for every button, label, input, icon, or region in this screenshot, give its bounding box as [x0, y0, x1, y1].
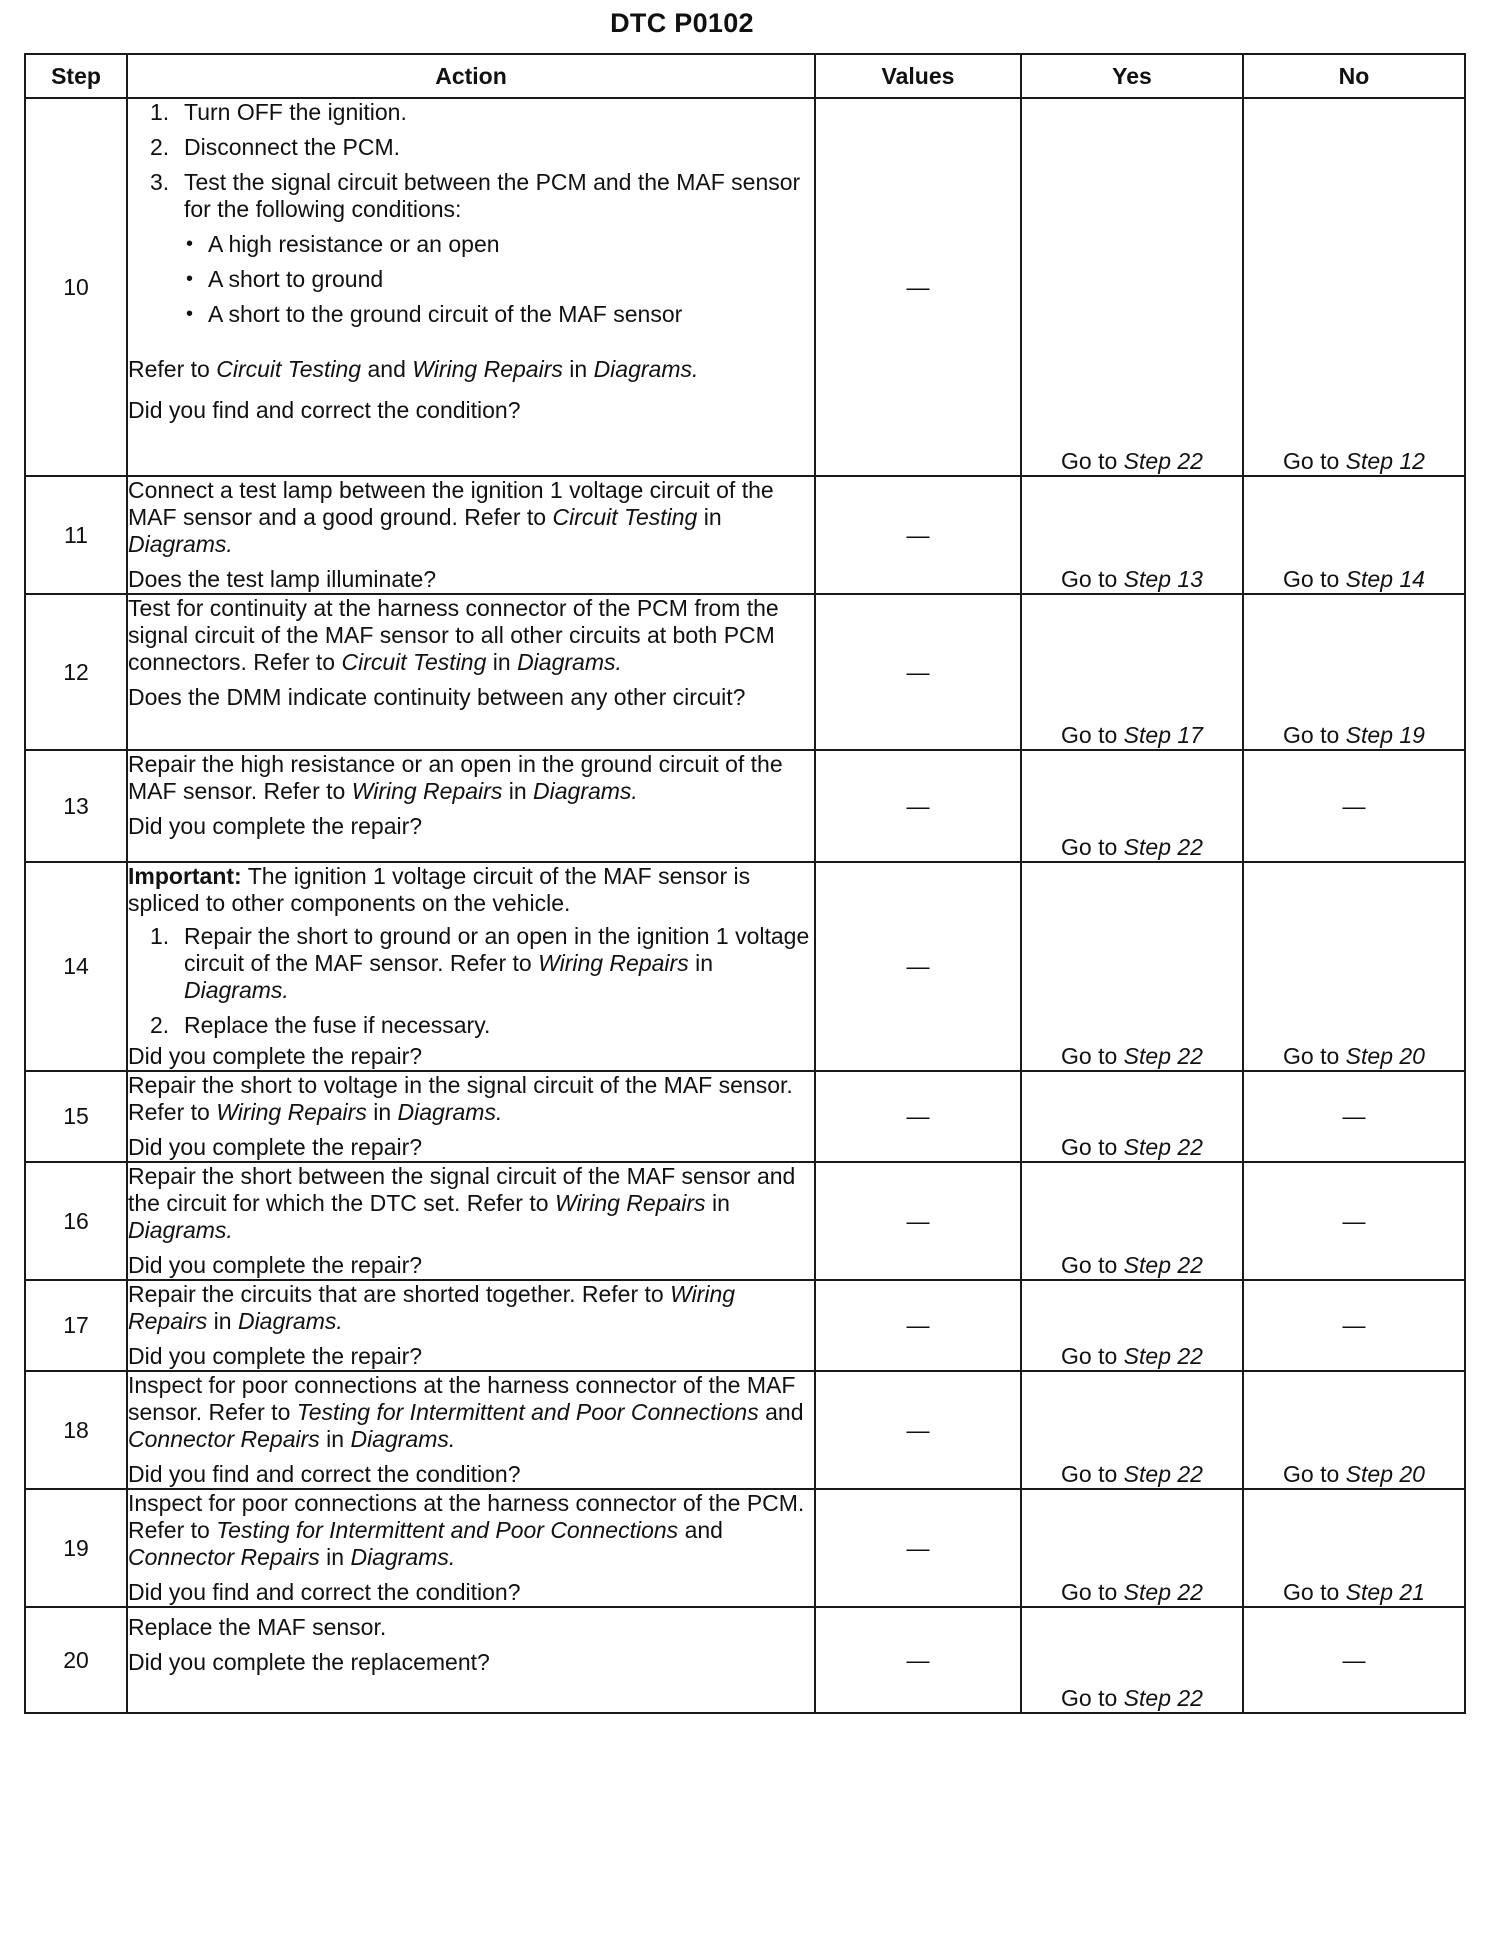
question-text: Did you complete the repair?: [128, 1343, 423, 1369]
action-cell: [127, 1071, 815, 1162]
action-text: Inspect for poor connections at the harness connector of the PCM. Refer to Testing for Intermittent and Poor Connections and Connector Repairs in Diagrams.: [128, 1490, 805, 1570]
yes-cell: Go to Step 22: [1021, 862, 1243, 1071]
question-text: Did you complete the replacement?: [128, 1649, 490, 1675]
values-cell: —: [815, 1607, 1021, 1713]
yes-cell: Go to Step 22: [1021, 98, 1243, 476]
values-cell: —: [815, 1280, 1021, 1371]
question-text: Did you find and correct the condition?: [128, 1461, 521, 1487]
table-row: [25, 750, 1465, 862]
step-number: 19: [25, 1489, 127, 1607]
question-text: Did you complete the repair?: [128, 1134, 423, 1160]
action-cell: [127, 1607, 815, 1713]
no-cell: —: [1243, 1071, 1465, 1162]
no-cell: Go to Step 19: [1243, 594, 1465, 750]
table-row: [25, 1162, 1465, 1280]
step-number: 12: [25, 594, 127, 750]
action-cell: [127, 98, 815, 476]
action-cell: [127, 594, 815, 750]
header-row: [25, 54, 1465, 98]
action-text: Repair the short to voltage in the signal circuit of the MAF sensor. Refer to Wiring Repairs in Diagrams.: [128, 1072, 793, 1125]
no-cell: Go to Step 14: [1243, 476, 1465, 594]
step-number: 20: [25, 1607, 127, 1713]
numbered-item: 2. Replace the fuse if necessary.: [150, 1012, 491, 1038]
no-cell: Go to Step 20: [1243, 1371, 1465, 1489]
action-cell: [127, 1489, 815, 1607]
no-cell: —: [1243, 1162, 1465, 1280]
step-number: 18: [25, 1371, 127, 1489]
question-text: Did you complete the repair?: [128, 1252, 423, 1278]
reference-text: Refer to Circuit Testing and Wiring Repairs in Diagrams.: [128, 356, 699, 382]
action-text: Connect a test lamp between the ignition 1 voltage circuit of the MAF sensor and a good ground. Refer to Circuit Testing in Diagrams.: [128, 477, 774, 557]
header-no: No: [1243, 54, 1465, 98]
values-cell: —: [815, 750, 1021, 862]
yes-cell: Go to Step 22: [1021, 1607, 1243, 1713]
yes-cell: Go to Step 13: [1021, 476, 1243, 594]
table-row: [25, 1489, 1465, 1607]
table-row: [25, 1607, 1465, 1713]
no-cell: Go to Step 12: [1243, 98, 1465, 476]
values-cell: —: [815, 1371, 1021, 1489]
table-row: [25, 1071, 1465, 1162]
table-row: [25, 1280, 1465, 1371]
bullet-item: • A short to ground: [186, 266, 384, 292]
action-cell: [127, 476, 815, 594]
action-text: Repair the high resistance or an open in the ground circuit of the MAF sensor. Refer to Wiring Repairs in Diagrams.: [128, 751, 783, 804]
step-number: 15: [25, 1071, 127, 1162]
action-cell: [127, 862, 815, 1071]
values-cell: —: [815, 594, 1021, 750]
yes-cell: Go to Step 17: [1021, 594, 1243, 750]
values-cell: —: [815, 1071, 1021, 1162]
action-cell: [127, 1371, 815, 1489]
table-row: [25, 1371, 1465, 1489]
action-text: Repair the short between the signal circuit of the MAF sensor and the circuit for which the DTC set. Refer to Wiring Repairs in Diagrams.: [128, 1163, 796, 1243]
step-number: 10: [25, 98, 127, 476]
values-cell: —: [815, 476, 1021, 594]
numbered-item: 1. Turn OFF the ignition.: [150, 99, 407, 125]
document-title: DTC P0102: [610, 8, 754, 38]
action-cell: [127, 1162, 815, 1280]
step-number: 14: [25, 862, 127, 1071]
table-row: [25, 476, 1465, 594]
action-text: Replace the MAF sensor.: [128, 1614, 387, 1640]
question-text: Does the DMM indicate continuity between any other circuit?: [128, 684, 746, 710]
no-cell: —: [1243, 1280, 1465, 1371]
header-yes: Yes: [1021, 54, 1243, 98]
yes-cell: Go to Step 22: [1021, 1071, 1243, 1162]
bullet-item: • A short to the ground circuit of the MAF sensor: [186, 301, 683, 327]
header-action: Action: [127, 54, 815, 98]
no-cell: —: [1243, 750, 1465, 862]
action-cell: [127, 750, 815, 862]
values-cell: —: [815, 1162, 1021, 1280]
question-text: Did you find and correct the condition?: [128, 1579, 521, 1605]
step-number: 17: [25, 1280, 127, 1371]
step-number: 13: [25, 750, 127, 862]
no-cell: Go to Step 20: [1243, 862, 1465, 1071]
question-text: Did you find and correct the condition?: [128, 397, 521, 423]
table-row: [25, 594, 1465, 750]
header-values: Values: [815, 54, 1021, 98]
question-text: Does the test lamp illuminate?: [128, 566, 437, 592]
dtc-table: [24, 53, 1466, 1714]
action-text: Test for continuity at the harness connector of the PCM from the signal circuit of the MAF sensor to all other circuits at both PCM connectors. Refer to Circuit Testing in Diagrams.: [128, 595, 779, 675]
numbered-item: 1. Repair the short to ground or an open in the ignition 1 voltage circuit of the MAF sensor. Refer to Wiring Repairs in Diagrams.: [150, 923, 810, 1003]
no-cell: Go to Step 21: [1243, 1489, 1465, 1607]
table-row: [25, 98, 1465, 476]
step-number: 16: [25, 1162, 127, 1280]
action-text: Inspect for poor connections at the harness connector of the MAF sensor. Refer to Testing for Intermittent and Poor Connections and Connector Repairs in Diagrams.: [128, 1372, 804, 1452]
yes-cell: Go to Step 22: [1021, 1371, 1243, 1489]
yes-cell: Go to Step 22: [1021, 1162, 1243, 1280]
header-step: Step: [25, 54, 127, 98]
numbered-item: 3. Test the signal circuit between the PCM and the MAF sensor for the following conditions:: [150, 169, 801, 222]
yes-cell: Go to Step 22: [1021, 750, 1243, 862]
table-row: [25, 862, 1465, 1071]
values-cell: —: [815, 1489, 1021, 1607]
step-number: 11: [25, 476, 127, 594]
action-text: Repair the circuits that are shorted together. Refer to Wiring Repairs in Diagrams.: [128, 1281, 736, 1334]
question-text: Did you complete the repair?: [128, 813, 423, 839]
bullet-item: • A high resistance or an open: [186, 231, 500, 257]
yes-cell: Go to Step 22: [1021, 1489, 1243, 1607]
values-cell: —: [815, 862, 1021, 1071]
numbered-item: 2. Disconnect the PCM.: [150, 134, 401, 160]
action-cell: [127, 1280, 815, 1371]
no-cell: —: [1243, 1607, 1465, 1713]
yes-cell: Go to Step 22: [1021, 1280, 1243, 1371]
important-note: Important: The ignition 1 voltage circuit of the MAF sensor is spliced to other components on the vehicle.: [128, 863, 751, 916]
question-text: Did you complete the repair?: [128, 1043, 423, 1069]
values-cell: —: [815, 98, 1021, 476]
